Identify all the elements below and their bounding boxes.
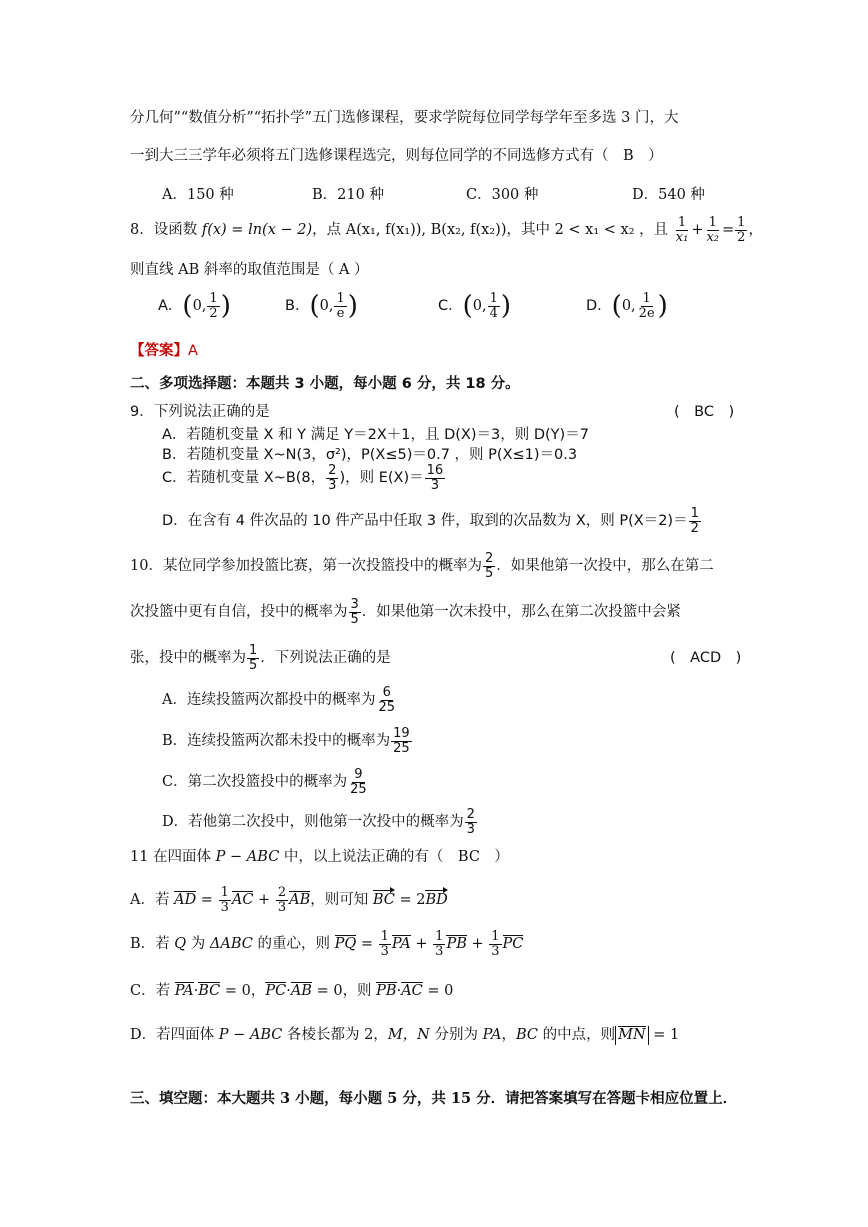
q10-option-b: B．连续投篮两次都未投中的概率为 $\frac{19}{25}$ — [162, 726, 410, 756]
q11-option-b: B．若 Q 为 ΔABC 的重心，则 PQ = $\frac{1}{3}$ PA + $\frac{1}{3}$ PB + $\frac{1}{3}$ PC — [130, 929, 524, 959]
q8-frac-2: $\frac{1}{\text{x₂}}$ — [706, 215, 720, 245]
q9-option-c: C．若随机变量 X~B(8， $\frac{2}{3}$ )，则 E(X)＝ $\frac{16}{3}$ — [162, 463, 444, 493]
q9-option-a: A．若随机变量 X 和 Y 满足 Y＝2X＋1，且 D(X)＝3，则 D(Y)＝7 — [162, 427, 589, 443]
q8-option-d: D．(0, $\frac{1}{2e}$ ) — [586, 291, 668, 322]
answer-label: 【答案】 — [130, 343, 188, 359]
q10-line3: 张，投中的概率为 $\frac{1}{5}$ ．下列说法正确的是 — [130, 643, 391, 673]
q7-option-c: C．300 种 — [466, 187, 539, 203]
q11-stem: 11 在四面体 P − ABC 中，以上说法正确的有（ BC ） — [130, 849, 509, 865]
q8-points: ，点 A(x₁, f(x₁)), B(x₂, f(x₂)) — [312, 222, 507, 239]
q7-option-a: A．150 种 — [162, 187, 234, 203]
q7-option-d: D．540 种 — [632, 187, 705, 203]
answer-value: A — [188, 343, 198, 359]
q9-stem: 9．下列说法正确的是 — [130, 404, 270, 420]
q7-line1: 分几何”“数值分析”“拓扑学”五门选修课程，要求学院每位同学每学年至多选 3 门，大 — [130, 110, 679, 126]
q10-line2: 次投篮中更有自信，投中的概率为 $\frac{3}{5}$ ．如果他第一次未投中，那么在第二次投篮中会紧 — [130, 597, 681, 627]
q8-frac-1: $\frac{1}{\text{x₁}}$ — [675, 215, 689, 245]
q8-lead: 8．设函数 — [130, 222, 202, 239]
q10-option-c: C．第二次投篮投中的概率为 $\frac{9}{25}$ — [162, 767, 367, 797]
q10-answer: ( ACD ) — [670, 650, 742, 666]
section3-title: 三、填空题：本大题共 3 小题，每小题 5 分，共 15 分．请把答案填写在答题卡相应位置上． — [130, 1090, 738, 1107]
q7-option-b: B．210 种 — [312, 187, 384, 203]
q8-condition: ，其中 2 < x₁ < x₂ ，且 — [506, 222, 669, 239]
q10-line1: 10．某位同学参加投篮比赛，第一次投篮投中的概率为 $\frac{2}{5}$ ．如果他第一次投中，那么在第二 — [130, 551, 714, 581]
q8-option-a: A．(0, $\frac{1}{2}$ ) — [158, 291, 231, 322]
q9-answer: ( BC ) — [674, 404, 735, 420]
q10-option-a: A．连续投篮两次都投中的概率为 $\frac{6}{25}$ — [162, 685, 396, 715]
q8-option-c: C．(0, $\frac{1}{4}$ ) — [438, 291, 512, 322]
section2-title: 二、多项选择题：本题共 3 小题，每小题 6 分，共 18 分。 — [130, 376, 520, 392]
q8-line2: 则直线 AB 斜率的取值范围是（ A ） — [130, 262, 369, 278]
q8-tail: ， — [748, 222, 763, 239]
q8-line1 — [130, 216, 763, 244]
q8-function: f(x) = ln(x − 2) — [201, 222, 313, 239]
q9-option-d: D．在含有 4 件次品的 10 件产品中任取 3 件，取到的次品数为 X，则 P(X＝2)＝ $\frac{1}{2}$ — [162, 506, 699, 536]
q10-option-d: D．若他第二次投中，则他第一次投中的概率为 $\frac{2}{3}$ — [162, 807, 475, 837]
q8-plus: + — [691, 222, 704, 239]
q11-option-a: A．若 AD = $\frac{1}{3}$ AC + $\frac{2}{3}$ AB，则可知 BC = 2BD — [130, 885, 448, 915]
q8-answer — [130, 343, 198, 360]
q11-option-c: C．若 PA·BC = 0，PC·AB = 0，则 PB·AC = 0 — [130, 983, 454, 999]
q9-option-b: B．若随机变量 X~N(3，σ²)，P(X≤5)＝0.7 ，则 P(X≤1)＝0.3 — [162, 447, 578, 463]
q8-frac-3: $\frac{1}{2}$ — [737, 215, 746, 245]
q11-option-d: D．若四面体 P − ABC 各棱长都为 2，M，N 分别为 PA，BC 的中点，则 MN = 1 — [130, 1027, 680, 1043]
q8-equals: = — [722, 222, 735, 239]
q8-option-b: B．(0, $\frac{1}{e}$ ) — [285, 291, 358, 322]
q7-line2: 一到大三三学年必须将五门选修课程选完，则每位同学的不同选修方式有（ B ） — [130, 148, 663, 164]
